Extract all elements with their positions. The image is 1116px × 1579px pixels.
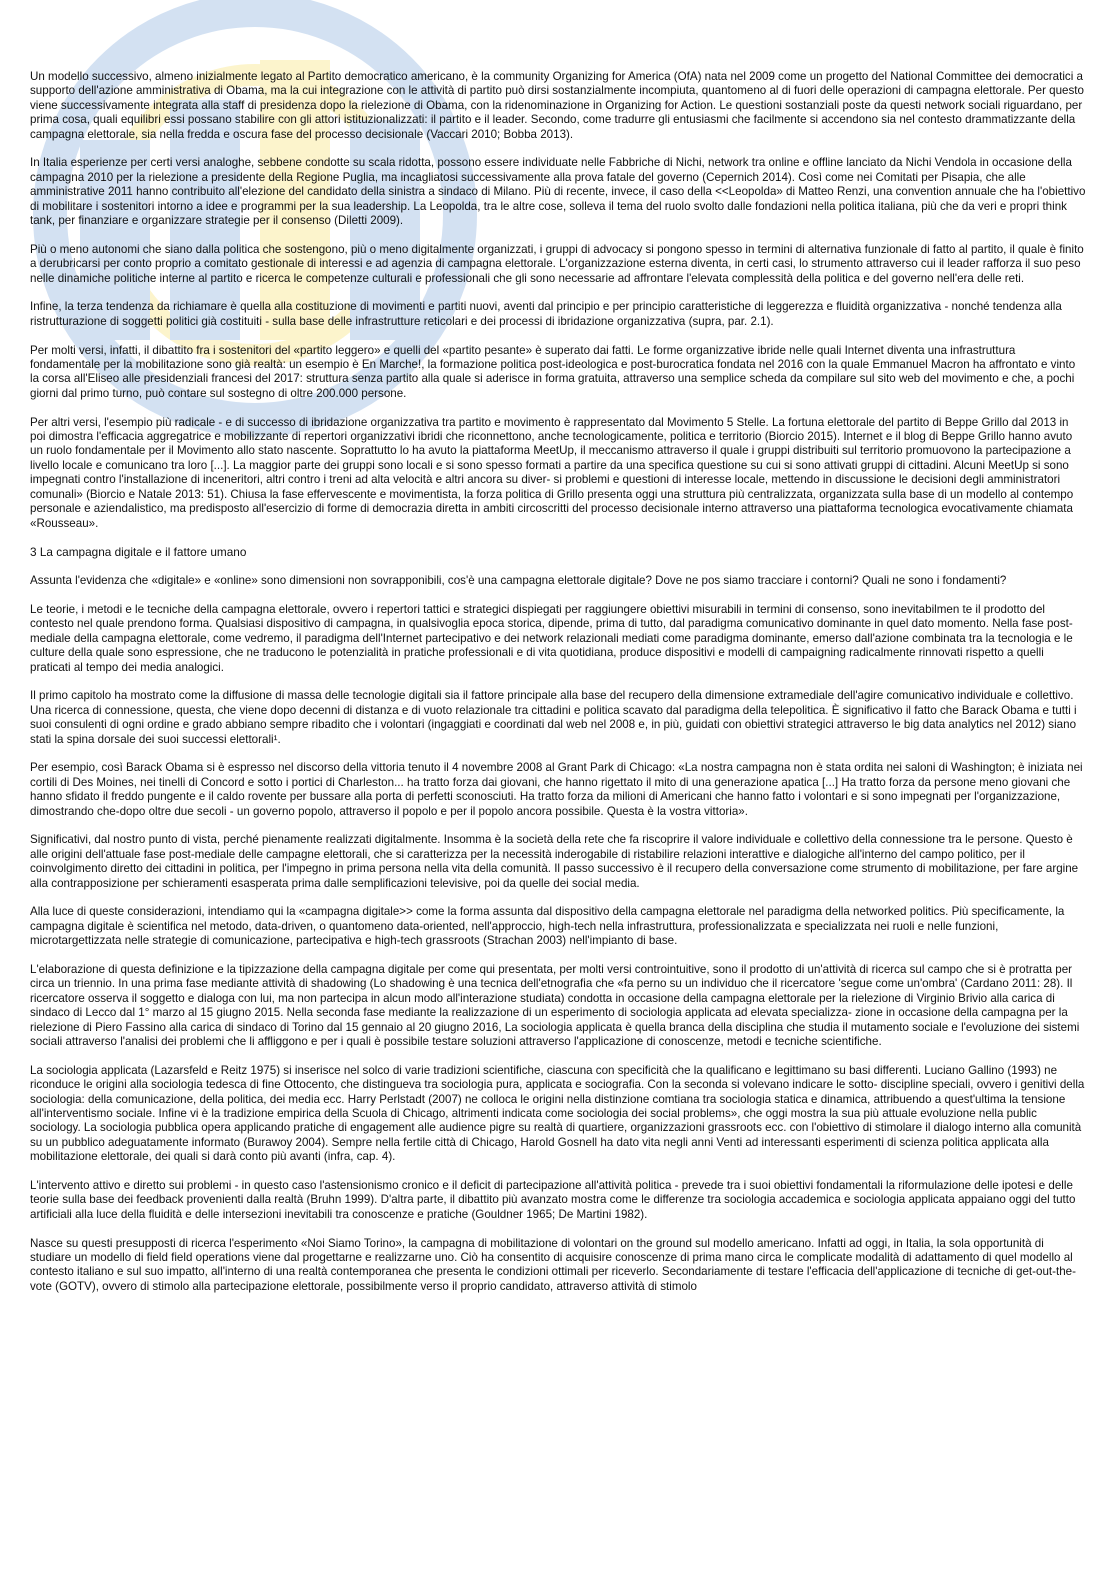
document-body	[30, 70, 1086, 1309]
paragraph: Per molti versi, infatti, il dibattito fra i sostenitori del «partito leggero» e quelli del «partito pesante» è superato dai fatti. Le forme organizzative ibride nelle quali Internet diventa una infrastruttura fondamentale per la mobilitazione sono già realtà: un esempio è En Marche!, la formazione politica post-ideologica e post-burocratica fondata nel 2016 con la quale Emmanuel Macron ha affrontato e vinto la corsa all'Eliseo alle presidenziali francesi del 2017: struttura senza partito alla quale si aderisce in forma gratuita, attraverso una semplice scheda da compilare sul sito web del movimento e che, a pochi giorni dal primo turno, può contare sul sostegno di oltre 200.000 persone.	[30, 343, 1076, 400]
paragraph: Il primo capitolo ha mostrato come la diffusione di massa delle tecnologie digitali sia il fattore principale alla base del recupero della dimensione extramediale dell'agire comunicativo individuale e collettivo. Una ricerca di connessione, questa, che viene dopo decenni di distanza e di vuoto relazionale tra cittadini e politica scavato dal paradigma della telepolitica. È significativo il fatto che Barack Obama e tutti i suoi consulenti di ogni ordine e grado abbiano sempre ribadito che i volontari (ingaggiati e coordinati dal web nel 2008 e, in più, guidati con obiettivi strategici attraverso le big data analytics nel 2012) siano stati la spina dorsale dei suoi successi elettorali¹.	[30, 689, 1077, 746]
paragraph: Infine, la terza tendenza da richiamare è quella alla costituzione di movimenti e partiti nuovi, aventi dal principio e per principio caratteristiche di leggerezza e fluidità organizzativa - nonché tendenza alla ristrutturazione di soggetti politici già costituiti - sulla base delle infrastrutture reticolari e dei processi di ibridazione organizzativa (supra, par. 2.1).	[30, 300, 1062, 328]
paragraph: Più o meno autonomi che siano dalla politica che sostengono, più o meno digitalmente organizzati, i gruppi di advocacy si pongono spesso in termini di alternativa funzionale di fatto al partito, il quale è finito a derubricarsi per conto proprio a comitato gestionale di interessi e ad agenzia di campagna elettorale. L'organizzazione esterna diventa, in certi casi, lo strumento attraverso cui il leader rafforza il suo peso nelle dinamiche politiche interne al partito e ricerca le competenze culturali e professionali che gli sono necessarie ad affrontare l'elevata complessità della politica e del governo nell'era delle reti.	[30, 242, 1084, 285]
paragraph: In Italia esperienze per certi versi analoghe, sebbene condotte su scala ridotta, possono essere individuate nelle Fabbriche di Nichi, network tra online e offline lanciato da Nichi Vendola in occasione della campagna 2010 per la rielezione a presidente della Regione Puglia, ma incagliatosi successivamente alla prova fatale del governo (Cepernich 2014). Così come nei Comitati per Pisapia, che alle amministrative 2011 hanno contribuito all'elezione del candidato della sinistra a sindaco di Milano. Più di recente, invece, il caso della <<Leopolda» di Matteo Renzi, una convention annuale che ha l'obiettivo di mobilitare i sostenitori intorno a idee e programmi per la sua leadership. La Leopolda, tra le altre cose, solleva il tema del ruolo svolto dalle fondazioni nella politica italiana, più che da veri e propri think tank, per finanziare e organizzare strategie per il consenso (Diletti 2009).	[30, 156, 1086, 228]
paragraph: L'intervento attivo e diretto sui problemi - in questo caso l'astensionismo cronico e il deficit di partecipazione all'attività politica - prevede tra i suoi obiettivi fondamentali la riformulazione delle ipotesi e delle teorie sulla base dei feedback provenienti dalla realtà (Bruhn 1999). D'altra parte, il dibattito più avanzato mostra come le differenze tra sociologia accademica e sociologia applicata appaiano oggi del tutto artificiali alla luce della fluidità e delle intersezioni inevitabili tra conoscenze e pratiche (Gouldner 1965; De Martini 1982).	[30, 1179, 1076, 1221]
section-heading: 3 La campagna digitale e il fattore umano	[30, 545, 247, 560]
paragraph: Un modello successivo, almeno inizialmente legato al Partito democratico americano, è la community Organizing for America (OfA) nata nel 2009 come un progetto del National Committee dei democratici a supporto dell'azione amministrativa di Obama, ma la cui integrazione con le attività di partito può dirsi sostanzialmente incompiuta, quantomeno al di fuori delle operazioni di campagna elettorale. Per questo viene successivamente integrata alla staff di presidenza dopo la rielezione di Obama, con la ridenominazione in Organizing for Action. Le questioni sostanziali poste da questi network sociali riguardano, per prima cosa, quali equilibri essi possano stabilire con gli attori istituzionalizzati: il partito e il leader. Secondo, come tradurre gli entusiasmi che facilmente si accendono sia nel contesto drammatizzante della campagna elettorale, sia nella fredda e oscura fase del processo decisionale (Vaccari 2010; Bobba 2013).	[30, 70, 1084, 141]
paragraph: Per altri versi, l'esempio più radicale - e di successo di ibridazione organizzativa tra partito e movimento è rappresentato dal Movimento 5 Stelle. La fortuna elettorale del partito di Beppe Grillo dal 2013 in poi dimostra l'efficacia aggregatrice e mobilizzante di repertori organizzativi ibridi che riconnettono, anche tecnologicamente, politica e territorio (Biorcio 2015). Internet e il blog di Beppe Grillo hanno avuto un ruolo fondamentale per il Movimento allo stato nascente. Soprattutto lo ha avuto la piattaforma MeetUp, il meccanismo attraverso il quale i gruppi distribuiti sul territorio promuovono la partecipazione a livello locale e comunicano tra loro [...]. La maggior parte dei gruppi sono locali e si sono spesso formati a partire da una specifica questione su cui si sono attivati gruppi di cittadini. Alcuni MeetUp si sono impegnati contro l'installazione di inceneritori, altri contro i treni ad alta velocità e altri ancora su diver- si problemi e questioni di interesse locale, mettendo in discussione le decisioni degli amministratori comunali» (Biorcio e Natale 2013: 51). Chiusa la fase effervescente e movimentista, la forza politica di Grillo presenta oggi una struttura più centralizzata, organizzata sulla base di un modello al contempo personale e aziendalistico, ma predisposto all'esercizio di forme di democrazia diretta in ambiti circoscritti del processo decisionale interno attraverso una piattaforma tecnologica evocativamente chiamata «Rousseau».	[30, 415, 1074, 530]
paragraph: Nasce su questi presupposti di ricerca l'esperimento «Noi Siamo Torino», la campagna di mobilitazione di volontari on the ground sul modello americano. Infatti ad oggi, in Italia, la sola opportunità di studiare un modello di field field operations viene dal progettarne e realizzarne uno. Ciò ha consentito di acquisire conoscenze di prima mano circa le complicate modalità di adattamento di quel modello al contesto italiano e sul suo impatto, all'interno di una realtà contemporanea che presenta le condizioni ottimali per riceverlo. Secondariamente di testare l'efficacia dell'applicazione di tecniche di get-out-the-vote (GOTV), ovvero di stimolo alla partecipazione elettorale, possibilmente verso il proprio candidato, attraverso attività di stimolo	[30, 1236, 1076, 1293]
paragraph: Per esempio, così Barack Obama si è espresso nel discorso della vittoria tenuto il 4 novembre 2008 al Grant Park di Chicago: «La nostra campagna non è stata ordita nei saloni di Washington; è iniziata nei cortili di Des Moines, nei tinelli di Concord e sotto i portici di Charleston... ha tratto forza dai giovani, che hanno rigettato il mito di una generazione apatica [...] Ha tratto forza da persone meno giovani che hanno sfidato il freddo pungente e il caldo rovente per bussare alla porta di perfetti sconosciuti. Ha tratto forza da milioni di Americani che hanno fatto i volontari e si sono impegnati per l'organizzazione, dimostrando che-dopo oltre due secoli - un governo popolo, attraverso il popolo e per il popolo ancora possibile. Questa è la vostra vittoria».	[30, 761, 1083, 818]
paragraph: L'elaborazione di questa definizione e la tipizzazione della campagna digitale per come qui presentata, per molti versi controintuitive, sono il prodotto di un'attività di ricerca sul campo che si è protratta per circa un triennio. In una prima fase mediante attività di shadowing (Lo shadowing è una tecnica dell'etnografia che «fa perno su un individuo che il ricercatore 'segue come un'ombra' (Cardano 2011: 28). Il ricercatore osserva il soggetto e dialoga con lui, ma non partecipa in alcun modo all'interazione studiata) condotta in occasione della campagna elettorale per la rielezione di Virginio Brivio alla carica di sindaco di Lecco dal 1° marzo al 15 giugno 2015. Nella seconda fase mediante la realizzazione di un esperimento di sociologia applicata ad elevata specializza- zione in occasione della campagna per la rielezione di Piero Fassino alla carica di sindaco di Torino dal 15 gennaio al 20 giugno 2016, La sociologia applicata è quella branca della disciplina che studia il mutamento sociale e l'evoluzione dei sistemi sociali attraverso l'analisi dei problemi che li affliggono e per i quali è possibile testare soluzioni attraverso l'applicazione di conoscenze, metodi e tecniche scientifiche.	[30, 962, 1080, 1049]
paragraph: Assunta l'evidenza che «digitale» e «online» sono dimensioni non sovrapponibili, cos'è una campagna elettorale digitale? Dove ne pos siamo tracciare i contorni? Quali ne sono i fondamenti?	[30, 574, 1007, 588]
paragraph: Le teorie, i metodi e le tecniche della campagna elettorale, ovvero i repertori tattici e strategici dispiegati per raggiungere obiettivi misurabili in termini di consenso, sono inevitabilmen te il prodotto del contesto nel quale prendono forma. Qualsiasi dispositivo di campagna, in qualsivoglia epoca storica, dipende, prima di tutto, dal paradigma comunicativo dominante in quel dato momento. Nella fase post-mediale della campagna elettorale, come vedremo, il paradigma dell'Internet partecipativo e dei network relazionali mediati come paradigma dominante, emerso dall'azione combinata tra la tecnologia e le culture della quale sono espressione, che ne traducono le potenzialità in pratiche professionali e di vita quotidiana, produce dispositivi e modelli di campaigning radicalmente rinnovati rispetto a quelli praticati al tempo dei media analogici.	[30, 602, 1073, 674]
paragraph: Alla luce di queste considerazioni, intendiamo qui la «campagna digitale>> come la forma assunta dal dispositivo della campagna elettorale nel paradigma della networked politics. Più specificamente, la campagna digitale è scientifica nel metodo, data-driven, o quantomeno data-oriented, nell'approccio, high-tech nella infrastruttura, professionalizzata e specializzata nei ruoli e nelle funzioni, microtargettizzata nelle strategie di comunicazione, partecipativa e high-tech grassroots (Strachan 2003) nell'impianto di base.	[30, 905, 1065, 948]
paragraph: Significativi, dal nostro punto di vista, perché pienamente realizzati digitalmente. Insomma è la società della rete che fa riscoprire il valore individuale e collettivo della connessione tra le persone. Questo è alle origini dell'attuale fase post-mediale delle campagne elettorali, che si caratterizza per la necessità inderogabile di ristabilire relazioni interattive e dialogiche all'interno del campo politico, per il coinvolgimento diretto dei cittadini in politica, per l'impegno in prima persona nella vita della comunità. Il passo successivo è il recupero della conversazione come strumento di mobilitazione, per fare argine alla contrapposizione per schieramenti esasperata prima dalle semplificazioni televisive, poi da quelle dei social media.	[30, 833, 1079, 890]
paragraph: La sociologia applicata (Lazarsfeld e Reitz 1975) si inserisce nel solco di varie tradizioni scientifiche, ciascuna con specificità che la qualificano e legittimano su basi differenti. Luciano Gallino (1993) ne riconduce le origini alla sociologia tedesca di fine Ottocento, che distingueva tra sociologia pura, applicata e sociografia. Con la seconda si volevano indicare le sotto- discipline speciali, ovvero i genitivi della sociologia: della comunicazione, della politica, dei media ecc. Harry Perlstadt (2007) ne colloca le origini nella distinzione comtiana tra sociologia statica e dinamica, attribuendo a quest'ultima la tensione all'interventismo sociale. Infine vi è la tradizione empirica della Scuola di Chicago, altrimenti indicata come sociologia dei social problems», che oggi mostra la sua più attuale evoluzione nella public sociology. La sociologia pubblica opera applicando pratiche di engagement alle audience pigre su realtà di quartiere, organizzazioni grassroots ecc. con l'obiettivo di stimolare il dialogo interno alla comunità su un pubblico adeguatamente informato (Burawoy 2004). Sempre nella fertile città di Chicago, Harold Gosnell ha dato vita negli anni Venti ad interessanti esperimenti di scienza politica applicata alla mobilitazione elettorale, dei quali si darà conto più avanti (infra, cap. 4).	[30, 1063, 1085, 1164]
